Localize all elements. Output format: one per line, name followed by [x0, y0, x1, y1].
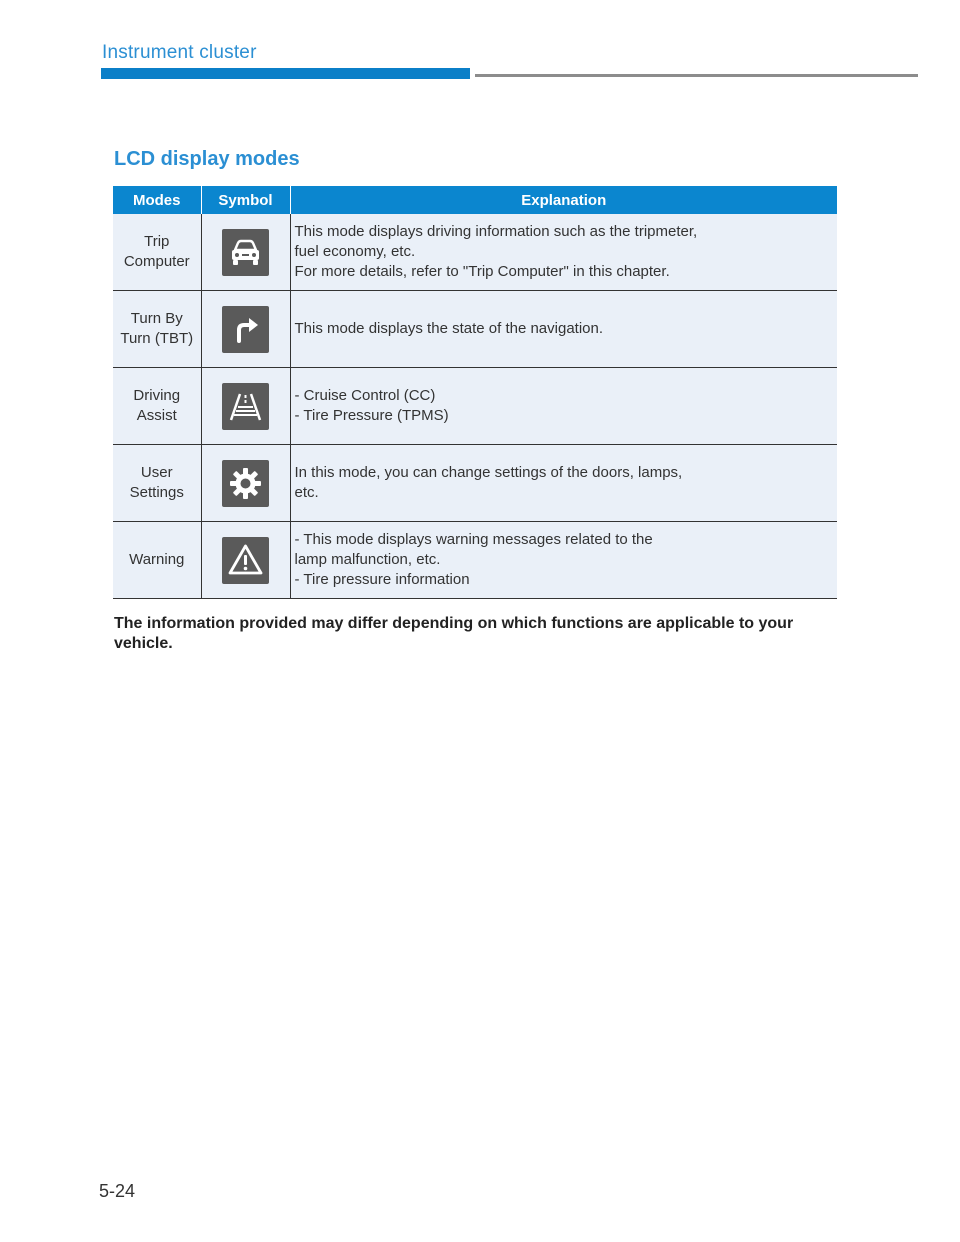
- modes-table: [113, 186, 837, 599]
- section-header: Instrument cluster: [102, 42, 257, 63]
- symbol-cell: [201, 368, 290, 445]
- mode-cell: [113, 445, 201, 522]
- column-header-explanation: Explanation: [290, 186, 837, 214]
- warning-triangle-icon: [222, 537, 269, 584]
- car-icon: [222, 229, 269, 276]
- explanation-line: For more details, refer to "Trip Computer" in this chapter.: [294, 263, 670, 280]
- explanation-cell: [290, 291, 837, 368]
- explanation-line: fuel economy, etc.: [294, 243, 416, 260]
- symbol-cell: [201, 291, 290, 368]
- table-row: [113, 291, 837, 368]
- mode-label: User: [140, 464, 173, 481]
- mode-label: Settings: [129, 484, 184, 501]
- explanation-line: - This mode displays warning messages related to the: [294, 531, 653, 548]
- mode-label: Trip: [144, 233, 170, 250]
- explanation-cell: [290, 368, 837, 445]
- explanation-line: lamp malfunction, etc.: [294, 551, 441, 568]
- mode-cell: [113, 291, 201, 368]
- mode-cell: [113, 214, 201, 291]
- mode-label: Computer: [123, 253, 190, 270]
- header-rule-gray: [475, 74, 918, 77]
- explanation-line: - Tire pressure information: [294, 571, 470, 588]
- header-rule-blue: [101, 68, 470, 79]
- lane-assist-icon: [222, 383, 269, 430]
- mode-label: Turn (TBT): [120, 330, 194, 347]
- column-header-modes: Modes: [113, 186, 201, 214]
- turn-right-arrow-icon: [222, 306, 269, 353]
- table-row: [113, 214, 837, 291]
- explanation-line: - Tire Pressure (TPMS): [294, 407, 449, 424]
- explanation-cell: [290, 522, 837, 599]
- explanation-line: etc.: [294, 484, 319, 501]
- explanation-line: This mode displays the state of the navigation.: [294, 320, 604, 337]
- table-header-row: [113, 186, 837, 214]
- symbol-cell: [201, 522, 290, 599]
- mode-label: Assist: [136, 407, 177, 424]
- explanation-line: This mode displays driving information such as the tripmeter,: [294, 223, 698, 240]
- table-row: [113, 368, 837, 445]
- symbol-cell: [201, 445, 290, 522]
- explanation-cell: [290, 445, 837, 522]
- column-header-symbol: Symbol: [201, 186, 290, 214]
- explanation-line: - Cruise Control (CC): [294, 387, 436, 404]
- mode-label: Turn By: [130, 310, 183, 327]
- mode-label: Driving: [133, 387, 181, 404]
- explanation-line: In this mode, you can change settings of the doors, lamps,: [294, 464, 683, 481]
- mode-label: Warning: [129, 551, 185, 568]
- gear-icon: [222, 460, 269, 507]
- applicability-note: The information provided may differ depending on which functions are applicable to your vehicle.: [114, 615, 794, 652]
- mode-cell: [113, 522, 201, 599]
- mode-cell: [113, 368, 201, 445]
- page-title: LCD display modes: [114, 148, 300, 170]
- table-row: [113, 522, 837, 599]
- symbol-cell: [201, 214, 290, 291]
- page-number: 5-24: [99, 1181, 136, 1201]
- explanation-cell: [290, 214, 837, 291]
- table-row: [113, 445, 837, 522]
